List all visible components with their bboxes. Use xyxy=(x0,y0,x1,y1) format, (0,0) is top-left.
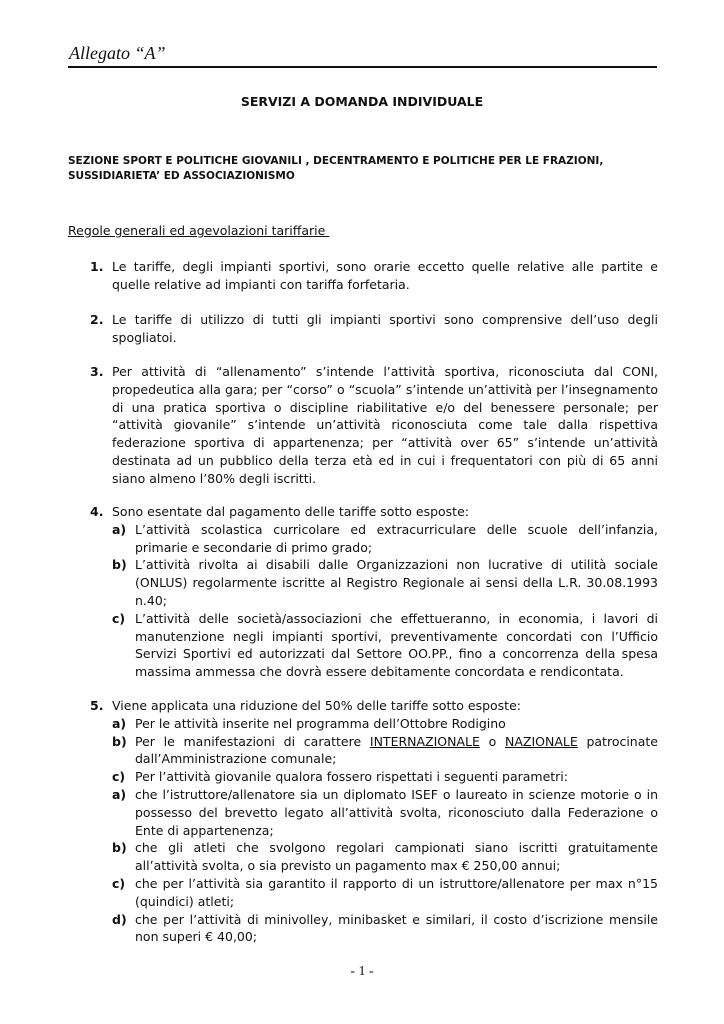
sub-item-letter: b) xyxy=(112,840,127,856)
item-text: Le tariffe di utilizzo di tutti gli impianti sportivi sono comprensive dell’uso degli spogliatoi. xyxy=(112,312,658,345)
page-number: - 1 - xyxy=(350,964,374,979)
sub-item-text-after: patrocinate dall’Amministrazione comunale; xyxy=(135,733,658,767)
sub-item-text: L’attività scolastica curricolare ed extracurriculare delle scuole dell’infanzia, primarie e secondarie di primo grado; xyxy=(135,521,658,555)
document-title: SERVIZI A DOMANDA INDIVIDUALE xyxy=(240,94,484,109)
sub-item-text: che gli atleti che svolgono regolari campionati siano iscritti gratuitamente all’attività svolta, o sia previsto un pagamento max € 250,00 annui; xyxy=(135,840,658,874)
sub-item-text: che per l’attività sia garantito il rapporto di un istruttore/allenatore per max n°15 (quindici) atleti; xyxy=(135,875,658,909)
sub-item-letter: c) xyxy=(112,875,126,891)
sub-item-letter: a) xyxy=(112,521,127,537)
item-number: 2. xyxy=(90,312,104,327)
item-text: Viene applicata una riduzione del 50% delle tariffe sotto esposte: xyxy=(112,698,521,713)
section-title: SEZIONE SPORT E POLITICHE GIOVANILI , DECENTRAMENTO E POLITICHE PER LE FRAZIONI, SUSSIDIARIETA’ ED ASSOCIAZIONISMO xyxy=(68,155,604,182)
sub-item-text: che l’istruttore/allenatore sia un diplomato ISEF o laureato in scienze motorie o in possesso del brevetto legato all’attività svolta, riconosciuto dalla Federazione o Ente di appartenenza; xyxy=(135,786,658,838)
item-number: 4. xyxy=(90,504,104,519)
sub-item-letter: c) xyxy=(112,610,126,626)
underlined-term-national: NAZIONALE xyxy=(504,733,578,749)
sub-item-text-mid: o xyxy=(479,733,505,749)
header-divider xyxy=(68,66,657,68)
rule-item-3 xyxy=(68,363,658,488)
item-text: Sono esentate dal pagamento delle tariffe sotto esposte: xyxy=(112,504,469,519)
sub-item-letter: b) xyxy=(112,557,127,573)
sub-item-text: Per l’attività giovanile qualora fossero rispettati i seguenti parametri: xyxy=(135,769,568,785)
sub-item-text: che per l’attività di minivolley, minibasket e similari, il costo d’iscrizione mensile non superi € 40,00; xyxy=(135,911,658,945)
underlined-term-international: INTERNAZIONALE xyxy=(369,733,480,749)
item-text: Per attività di “allenamento” s’intende l’attività sportiva, riconosciuta dal CONI, propedeutica alla gara; per “corso” o “scuola” s’intende un’attività per l’insegnamento di una pratica sportiva o discipline riabilitative e/o del benessere personale; per “attività giovanile” s’intende un’attività riconosciuta come tale dalla rispettiva federazione sportiva di appartenenza; per “attività over 65” s’intende un’attività destinata ad un pubblico della terza età ed in cui i frequentatori con più di 65 anni siano almeno l’80% degli iscritti. xyxy=(112,364,658,486)
item-text: Le tariffe, degli impianti sportivi, sono orarie eccetto quelle relative alle partite e quelle relative ad impianti con tariffa forfetaria. xyxy=(112,259,658,292)
sub-item-text: Per le attività inserite nel programma dell’Ottobre Rodigino xyxy=(135,715,506,731)
sub-item-letter: a) xyxy=(112,786,127,802)
rule-item-1 xyxy=(68,258,658,294)
sub-item-letter: b) xyxy=(112,733,127,749)
item-number: 3. xyxy=(90,364,104,379)
sub-item-text: L’attività delle società/associazioni che effettueranno, in economia, i lavori di manutenzione negli impianti sportivi, preventivamente concordati con l’Ufficio Servizi Sportivi ed autorizzati dal Settore OO.PP., fino a concorrenza della spesa massima ammessa che dovrà essere debitamente concordata e rendicontata. xyxy=(135,610,658,680)
attachment-header: Allegato “A” xyxy=(69,43,166,63)
sub-item-text-before: Per le manifestazioni di carattere xyxy=(135,733,370,749)
rules-heading: Regole generali ed agevolazioni tariffarie xyxy=(68,223,330,238)
sub-item-letter: c) xyxy=(112,769,126,785)
rule-item-2 xyxy=(68,311,658,347)
rule-item-5 xyxy=(68,697,658,946)
sub-item-letter: a) xyxy=(112,715,127,731)
rule-item-4 xyxy=(68,503,658,681)
sub-item-letter: d) xyxy=(112,911,127,927)
item-number: 1. xyxy=(90,259,104,274)
sub-item-text: L’attività rivolta ai disabili dalle Organizzazioni non lucrative di utilità sociale (ONLUS) regolarmente iscritte al Registro Regionale ai sensi della L.R. 30.08.1993 n.40; xyxy=(135,557,658,608)
item-number: 5. xyxy=(90,698,104,713)
